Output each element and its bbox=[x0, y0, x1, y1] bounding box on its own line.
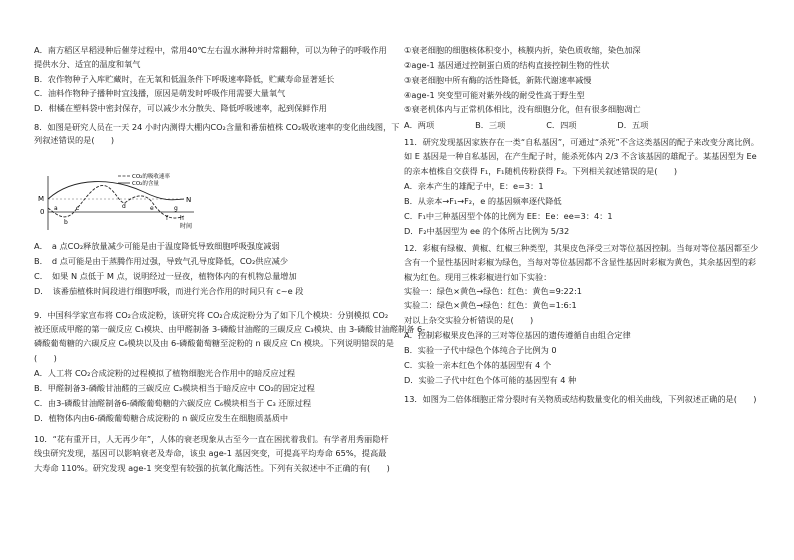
right-text-line: ④age-1 突变型可能对紫外线的耐受性高于野生型 bbox=[404, 90, 585, 100]
left-text-line: A．人工将 CO₂合成淀粉的过程模拟了植物细胞光合作用中的暗反应过程 bbox=[34, 368, 296, 378]
left-text-line: B．甲醛制备3-磷酸甘油醛的三碳反应 C₃模块相当于暗反应中 CO₂的固定过程 bbox=[34, 383, 315, 393]
point-a-label: a bbox=[54, 205, 58, 212]
right-text-line: 对以上杂交实验分析错误的是( ) bbox=[404, 315, 534, 325]
co2-rate-curve bbox=[48, 185, 184, 218]
right-text-line: A．两项 B．三项 C．四项 D．五项 bbox=[404, 120, 649, 130]
left-text-line: C．由3-磷酸甘油醛制备6-磷酸葡萄糖的六碳反应 C₆模块相当于 C₃ 还原过程 bbox=[34, 398, 312, 408]
left-text-line: A． a 点CO₂释放量减少可能是由于温度降低导致细胞呼吸强度减弱 bbox=[34, 241, 280, 251]
point-c-label: c bbox=[76, 205, 80, 212]
left-text-line: 9．中国科学家宣布将 CO₂合成淀粉，该研究将 CO₂合成淀粉分为了如下几个模块：分别模拟 CO₂ bbox=[34, 310, 389, 320]
left-text-line: 大寿命 110%。研究发现 age-1 突变型有较强的抗氧化酶活性。下列有关叙述中不正确的有( ) bbox=[34, 463, 390, 473]
right-text-line: B．实验一子代中绿色个体纯合子比例为 0 bbox=[404, 345, 557, 355]
left-text-line: 被还原成甲醛的第一碳反应 C₁模块、由甲醛制备 3-磷酸甘油醛的三碳反应 C₃模块、由 3-磷酸甘油醛制备 6- bbox=[34, 324, 426, 334]
left-text-line: D． 该番茄植株时间段进行细胞呼吸，而进行光合作用的时间只有 c~e 段 bbox=[34, 286, 304, 296]
left-text-line: C．油料作物种子播种时宜浅播，原因是萌发时呼吸作用需要大量氧气 bbox=[34, 88, 286, 98]
left-text-line: 10．“花有重开日，人无再少年”，人体的衰老现象从古至今一直在困扰着我们。有学者用秀丽隐杆 bbox=[34, 434, 389, 444]
right-text-line: C．实验一亲本红色个体的基因型有 4 个 bbox=[404, 360, 552, 370]
left-text-line: 8．如图是研究人员在一天 24 小时内测得大棚内CO₂含量和番茄植株 CO₂吸收速率的变化曲线图，下 bbox=[34, 122, 400, 132]
right-text-line: A．控制彩椒果皮色泽的三对等位基因的遗传遵循自由组合定律 bbox=[404, 330, 631, 340]
right-text-line: C．F₁中三种基因型个体的比例为 EE：Ee：ee=3：4：1 bbox=[404, 211, 613, 221]
point-f-label: f bbox=[166, 215, 169, 222]
right-text-line: D．实验二子代中红色个体可能的基因型有 4 种 bbox=[404, 375, 577, 385]
right-text-line: 椒为红色。现用三株彩椒进行如下实验： bbox=[404, 272, 552, 282]
point-e-label: e bbox=[150, 205, 154, 212]
right-text-line: 实验二：绿色×黄色→绿色：红色：黄色=1:6:1 bbox=[404, 300, 577, 310]
right-text-line: 实验一：绿色×黄色→绿色：红色：黄色=9:22:1 bbox=[404, 286, 582, 296]
right-text-line: 的亲本植株自交获得 F₁，F₁随机传粉获得 F₂。下列相关叙述错误的是( ) bbox=[404, 166, 678, 176]
zero-label: 0 bbox=[40, 208, 45, 216]
n-label: N bbox=[186, 196, 192, 204]
x-axis-label: 时间 bbox=[180, 223, 193, 230]
left-text-line: D．柑橘在塑料袋中密封保存，可以减少水分散失、降低呼吸速率，起到保鲜作用 bbox=[34, 103, 327, 113]
m-label: M bbox=[38, 195, 45, 203]
left-text-line: 线虫研究发现，基因可以影响衰老及寿命，该虫 age-1 基因突变，可提高平均寿命 65%，提高最 bbox=[34, 448, 387, 458]
co2-curve-chart bbox=[34, 172, 214, 234]
left-text-line: D．植物体内由6-磷酸葡萄糖合成淀粉的 n 碳反应发生在细胞质基质中 bbox=[34, 413, 289, 423]
left-text-line: B．农作物种子入库贮藏时，在无氧和低温条件下呼吸速率降低，贮藏寿命显著延长 bbox=[34, 74, 335, 84]
right-text-line: 13．如图为二倍体细胞正常分裂时有关物质或结构数量变化的相关曲线，下列叙述正确的是( ) bbox=[404, 394, 757, 404]
point-d-label: d bbox=[122, 203, 126, 210]
right-text-line: ⑤衰老机体内与正常机体相比，没有细胞分化，但有很多细胞凋亡 bbox=[404, 104, 641, 114]
right-text-line: ①衰老细胞的细胞核体积变小，核膜内折，染色质收缩，染色加深 bbox=[404, 45, 641, 55]
right-text-line: D．F₂中基因型为 ee 的个体所占比例为 5/32 bbox=[404, 226, 570, 236]
legend-rate-label: CO₂的吸收速率 bbox=[132, 174, 170, 180]
right-text-line: 含有一个显性基因时彩椒为绿色，当每对等位基因都不含显性基因时彩椒为黄色，其余基因型的彩 bbox=[404, 257, 757, 267]
right-text-line: A．亲本产生的雄配子中，E：e=3：1 bbox=[404, 181, 544, 191]
right-text-line: 11．研究发现基因家族存在一类“自私基因”，可通过“杀死”不含这类基因的配子来改变分离比例。 bbox=[404, 137, 759, 147]
right-text-line: B．从亲本→F₁→F₂，e 的基因频率逐代降低 bbox=[404, 196, 562, 206]
co2-content-curve bbox=[48, 182, 184, 200]
right-text-line: 如 E 基因是一种自私基因，在产生配子时，能杀死体内 2/3 不含该基因的雄配子。某基因型为 Ee bbox=[404, 151, 757, 161]
left-text-line: ( ) bbox=[34, 353, 57, 363]
left-text-line: 磷酸葡萄糖的六碳反应 C₆模块以及由 6-磷酸葡萄糖至淀粉的 n 碳反应 Cn 模块。下列说明错误的是 bbox=[34, 338, 394, 348]
left-text-line: A．南方稻区早稻浸种后催芽过程中，常用40℃左右温水淋种并时常翻种，可以为种子的呼吸作用 bbox=[34, 45, 387, 55]
point-b-label: b bbox=[64, 219, 68, 226]
left-text-line: 提供水分、适宜的温度和氧气 bbox=[34, 59, 141, 69]
right-text-line: ③衰老细胞中所有酶的活性降低，新陈代谢速率减慢 bbox=[404, 75, 592, 85]
point-g-label: g bbox=[174, 205, 178, 212]
legend-content-label: CO₂的含量 bbox=[132, 181, 159, 187]
right-text-line: 12．彩椒有绿椒、黄椒、红椒三种类型，其果皮色泽受三对等位基因控制。当每对等位基因都至少 bbox=[404, 243, 759, 253]
left-text-line: C． 如果 N 点低于 M 点，说明经过一昼夜，植物体内的有机物总量增加 bbox=[34, 271, 297, 281]
point-h-label: h bbox=[180, 215, 184, 222]
left-text-line: 列叙述错误的是( ) bbox=[34, 135, 115, 145]
right-text-line: ②age-1 基因通过控制蛋白质的结构直接控制生物的性状 bbox=[404, 60, 610, 70]
left-text-line: B． d 点可能是由于蒸腾作用过强，导致气孔导度降低，CO₂供应减少 bbox=[34, 256, 289, 266]
